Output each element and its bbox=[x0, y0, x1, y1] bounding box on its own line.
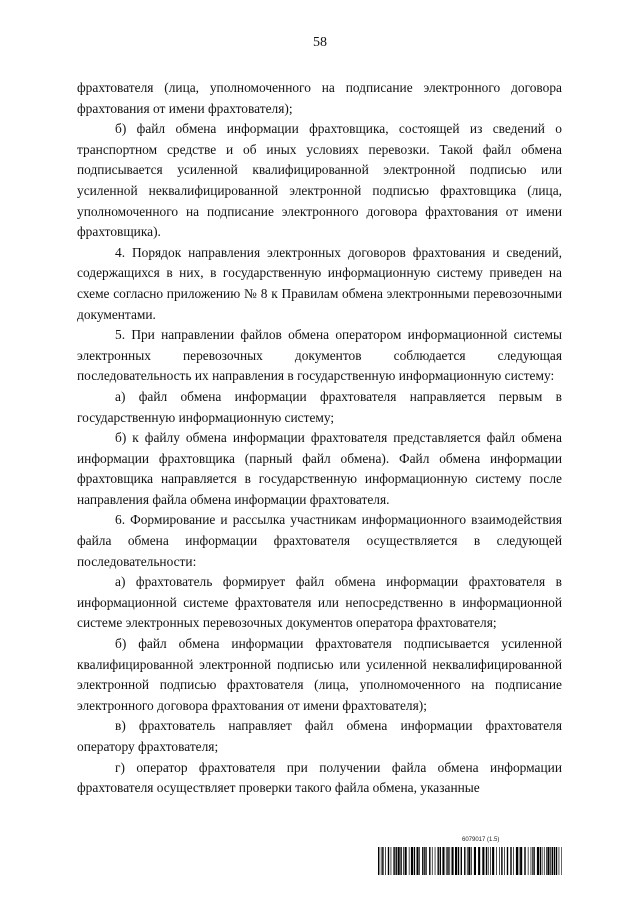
barcode-bar bbox=[417, 847, 419, 875]
paragraph: 4. Порядок направления электронных договоров фрахтования и сведений, содержащихся в них, в государственную информационную систему приведен на схеме согласно приложению № 8 к Правилам обмена электронными перевозочными документами. bbox=[77, 244, 562, 322]
barcode-bar bbox=[440, 847, 441, 875]
paragraph: 6. Формирование и рассылка участникам информационного взаимодействия файла обмена информации фрахтователя осуществляется в следующей последовательности: bbox=[77, 512, 562, 569]
barcode-bar bbox=[422, 847, 423, 875]
paragraph: а) фрахтователь формирует файл обмена информации фрахтователя в информационной системе фрахтователя или непосредственно в информационной системе электронных перевозочных документов оператора фрахтователя; bbox=[77, 574, 562, 631]
barcode-bar bbox=[542, 847, 543, 875]
barcode-bar bbox=[455, 847, 457, 875]
barcode-bar bbox=[447, 847, 448, 875]
barcode-bar bbox=[446, 847, 447, 875]
barcode-bar bbox=[528, 847, 529, 875]
barcode-bar bbox=[510, 847, 511, 875]
barcode-bar bbox=[411, 847, 413, 875]
barcode-bar bbox=[501, 847, 502, 875]
barcode-bar bbox=[400, 847, 401, 875]
barcode-bar bbox=[449, 847, 450, 875]
barcode-bar bbox=[547, 847, 549, 875]
barcode-bar bbox=[482, 847, 484, 875]
barcode-bar bbox=[513, 847, 514, 875]
barcode-bar bbox=[533, 847, 534, 875]
barcode-bar bbox=[396, 847, 397, 875]
barcode-bar bbox=[424, 847, 425, 875]
barcode-bar bbox=[435, 847, 436, 875]
body-text bbox=[77, 78, 562, 799]
barcode-bar bbox=[531, 847, 532, 875]
barcode-bar bbox=[464, 847, 465, 875]
paragraph: в) фрахтователь направляет файл обмена информации фрахтователя оператору фрахтователя; bbox=[77, 718, 562, 754]
barcode-bar bbox=[405, 847, 407, 875]
barcode-bar bbox=[486, 847, 487, 875]
barcode-bar bbox=[499, 847, 500, 875]
barcode-bar bbox=[432, 847, 433, 875]
barcode-bar bbox=[478, 847, 480, 875]
barcode-bar bbox=[552, 847, 553, 875]
barcode-bar bbox=[561, 847, 562, 875]
barcode-bar bbox=[382, 847, 383, 875]
barcode-bar bbox=[429, 847, 430, 875]
barcode-bar bbox=[467, 847, 468, 875]
barcode-bar bbox=[388, 847, 389, 875]
barcode-bar bbox=[426, 847, 427, 875]
barcode bbox=[378, 847, 562, 875]
barcode-bar bbox=[540, 847, 541, 875]
paragraph: б) к файлу обмена информации фрахтователя представляется файл обмена информации фрахтовщика (парный файл обмена). Файл обмена информации фрахтовщика направляется в государственную информационную систему после направления файла обмена информации фрахтователя. bbox=[77, 430, 562, 507]
paragraph: фрахтователя (лица, уполномоченного на подписание электронного договора фрахтования от имени фрахтователя); bbox=[77, 80, 562, 116]
barcode-bar bbox=[496, 847, 497, 875]
barcode-bar bbox=[471, 847, 472, 875]
barcode-bar bbox=[504, 847, 505, 875]
barcode-bar bbox=[385, 847, 386, 875]
barcode-bar bbox=[403, 847, 404, 875]
barcode-bar bbox=[556, 847, 557, 875]
barcode-bar bbox=[409, 847, 410, 875]
barcode-bar bbox=[546, 847, 547, 875]
barcode-bar bbox=[393, 847, 394, 875]
barcode-bar bbox=[537, 847, 539, 875]
paragraph: 5. При направлении файлов обмена оператором информационной системы электронных перевозочных документов соблюдается следующая последовательность их направления в государственную информационную систему: bbox=[77, 327, 562, 384]
barcode-bar bbox=[378, 847, 379, 875]
document-code: 6079017 (1.5) bbox=[462, 837, 500, 843]
barcode-bar bbox=[391, 847, 392, 875]
paragraph: б) файл обмена информации фрахтовщика, состоящей из сведений о транспортном средстве и об иных условиях перевозки. Такой файл обмена подписывается усиленной квалифицированной электронной подписью или усиленной неквалифицированной электронной подписью фрахтовщика (лица, уполномоченного на подписание электронного договора фрахтования от имени фрахтовщика). bbox=[77, 121, 562, 240]
barcode-bar bbox=[490, 847, 491, 875]
barcode-bar bbox=[442, 847, 444, 875]
barcode-bar bbox=[554, 847, 555, 875]
barcode-bar bbox=[559, 847, 560, 875]
barcode-bar bbox=[492, 847, 494, 875]
paragraph: б) файл обмена информации фрахтователя подписывается усиленной квалифицированной электронной подписью или усиленной неквалифицированной электронной подписью фрахтователя (лица, уполномоченного на подписание электронного договора фрахтования от имени фрахтователя); bbox=[77, 636, 562, 713]
paragraph: а) файл обмена информации фрахтователя направляется первым в государственную информационную систему; bbox=[77, 388, 562, 425]
barcode-bar bbox=[507, 847, 508, 875]
barcode-bar bbox=[550, 847, 551, 875]
barcode-bar bbox=[438, 847, 439, 875]
paragraph: г) оператор фрахтователя при получении файла обмена информации фрахтователя осуществляет проверки такого файла обмена, указанные bbox=[77, 759, 562, 796]
barcode-bar bbox=[519, 847, 520, 875]
barcode-bar bbox=[516, 847, 518, 875]
barcode-bar bbox=[381, 847, 382, 875]
barcode-bar bbox=[398, 847, 400, 875]
barcode-bar bbox=[468, 847, 470, 875]
barcode-bar bbox=[524, 847, 525, 875]
barcode-bar bbox=[458, 847, 459, 875]
page-number: 58 bbox=[313, 35, 327, 50]
barcode-bar bbox=[414, 847, 415, 875]
barcode-bar bbox=[520, 847, 522, 875]
barcode-bar bbox=[419, 847, 420, 875]
barcode-bar bbox=[532, 847, 533, 875]
barcode-bar bbox=[474, 847, 476, 875]
barcode-bar bbox=[488, 847, 489, 875]
barcode-bar bbox=[452, 847, 454, 875]
barcode-bar bbox=[461, 847, 462, 875]
barcode-bar bbox=[544, 847, 545, 875]
